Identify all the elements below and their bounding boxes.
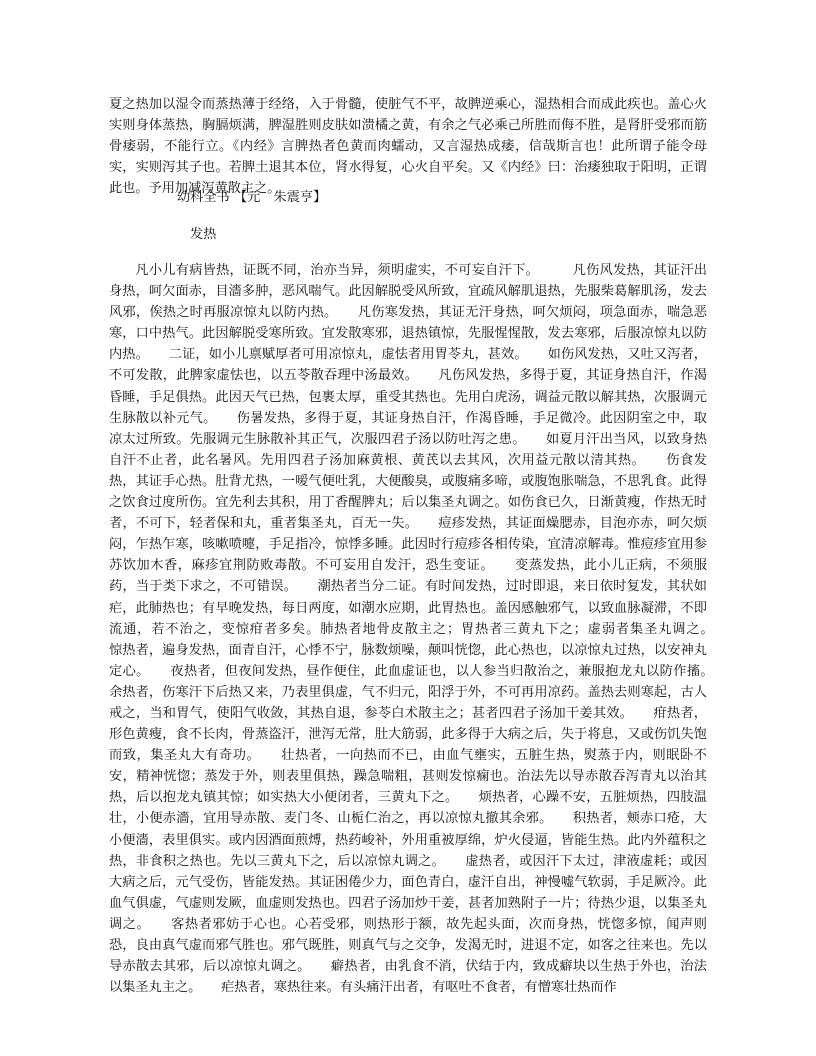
body-paragraph: 凡小儿有病皆热，证既不同，治亦当异，须明虚实，不可妄自汗下。 凡伤风发热，其证汗出身热，呵欠面赤，目濇多肿，恶风喘气。此因解脱受风所致，宜疏风解肌退热，先服柴葛解肌汤，发去风邪，俟热之时再服凉惊丸以防内热。 凡伤寒发热，其证无汗身热，呵欠烦闷，项急面赤，喘急恶寒，口中热气。此因解脱受寒所致。宜发散寒邪，退热镇惊，先服惺惺散，发去寒邪，后服凉惊丸以防内热。 二证，如小儿禀赋厚者可用凉惊丸，虚怯者用胃苓丸，甚效。 如伤风发热，又吐又泻者，不可发散，此脾家虚怯也，以五苓散吞理中汤最效。 凡伤风发热，多得于夏，其证身热自汗，作渴昏睡，手足俱热。此因天气已热，包裹太厚，重受其热也。先用白虎汤，调益元散以解其热，次服调元生脉散以补元气。 伤暑发热，多得于夏，其证身热自汗，作渴昏睡，手足微冷。此因阴室之中，取凉太过所致。先服调元生脉散补其正气，次服四君子汤以防吐泻之患。 如夏月汗出当风，以致身热自汗不止者，此名暑风。先用四君子汤加麻黄根、黄芪以去其风，次用益元散以清其热。 伤食发热，其证手心热。肚背尤热，一嗳气便吐乳，大便酸臭，或腹痛多啼，或腹饱胀喘急，不思乳食。此得之饮食过度所伤。宜先利去其积，用丁香醒脾丸；后以集圣丸调之。如伤食已久，日渐黄瘦，作热无时者，不可下，轻者保和丸，重者集圣丸，百无一失。 痘疹发热，其证面燥腮赤，目泡亦赤，呵欠烦闷，乍热乍寒，咳嗽喷嚏，手足指冷，惊悸多睡。此因时行痘疹各相传染，宜清凉解毒。惟痘疹宜用参苏饮加木香，麻疹宜荆防败毒散。不可妄用自发汗，恐生变证。 变蒸发热，此小儿正病，不须服药，当于类下求之，不可错误。 潮热者当分二证。有时间发热，过时即退，来日依时复发，其状如疟，此肺热也；有早晚发热，每日两度，如潮水应期，此胃热也。盖因感触邪气，以致血脉凝滞，不即流通，若不治之，变惊疳者多矣。肺热者地骨皮散主之；胃热者三黄丸下之；虚弱者集圣丸调之。 惊热者，遍身发热，面青自汗，心悸不宁，脉数烦噪，颠叫恍惚，此心热也，以凉惊丸过热，以安神丸定心。 夜热者，但夜间发热，昼作便住，此血虚证也，以人参当归散治之，兼服抱龙丸以防作搐。 余热者，伤寒汗下后热又来，乃表里俱虚，气不归元，阳浮于外，不可再用凉药。盖热去则寒起，古人戒之，当和胃气，使阳气收敛，其热自退，参苓白术散主之；甚者四君子汤加干姜其效。 疳热者，形色黄瘦，食不长肉，骨蒸盗汗，泄泻无常，肚大筋弱，此多得于大病之后，失于将息，又或伤饥失饱而致，集圣丸大有奇功。 壮热者，一向热而不已，由血气壅实，五脏生热，熨蒸于内，则眠卧不安，精神恍惚；蒸发于外，则表里俱热，躁急喘粗，甚则发惊痫也。治法先以导赤散吞泻青丸以治其热，后以抱龙丸镇其惊；如实热大小便闭者，三黄丸下之。 烦热者，心躁不安，五脏烦热，四肢温壮，小便赤濇，宜用导赤散、麦门冬、山栀仁治之，再以凉惊丸撤其余邪。 积热者，颊赤口疮，大小便濇，表里俱实。或内因酒面煎煿，热药峻补，外用重被厚绵，炉火侵逼，皆能生热。此内外蕴积之热，非食积之热也。先以三黄丸下之，后以凉惊丸调之。 虚热者，或因汗下太过，津液虚耗；或因大病之后，元气受伤，皆能发热。其证困倦少力，面色青白，虚汗自出，神慢嘘气软弱，手足厥冷。此血气俱虚，气虚则发厥，血虚则发热也。四君子汤加炒干姜，甚者加熟附子一片；待热少退，以集圣丸调之。 客热者邪妨于心也。心若受邪，则热形于额，故先起头面，次而身热，恍惚多惊，闻声则恐，良由真气虚而邪气胜也。邪气既胜，则真气与之交争，发渴无时，进退不定，如客之往来也。先以导赤散去其邪，后以凉惊丸调之。 癖热者，由乳食不消，伏结于内，致成癖块以生热于外也，治法以集圣丸主之。 疟热者，寒热往来。有头痛汗出者，有呕吐不食者，有憎寒壮热而作 [109, 263, 734, 996]
source-citation: 幼科全书 【元 朱震亨】 [177, 190, 327, 205]
section-title: 发热 [190, 227, 217, 242]
intro-paragraph: 夏之热加以湿令而蒸热薄于经络，入于骨髓，使脏气不平，故脾逆乘心，湿热相合而成此疾也。盖心火实则身体蒸热，胸膈烦满，脾湿胜则皮肤如溃橘之黄，有余之气必乘己所胜而侮不胜，是肾肝受邪而筋骨痿弱，不能行立。《内经》言脾热者色黄而肉蠕动，又言湿热成痿，信哉斯言也！此所谓子能令母实，实则泻其子也。若脾土退其本位，肾水得复，心火自平矣。又《内经》曰：治痿独取于阳明，正谓此也。予用加减泻黄散主之。 [109, 97, 707, 197]
